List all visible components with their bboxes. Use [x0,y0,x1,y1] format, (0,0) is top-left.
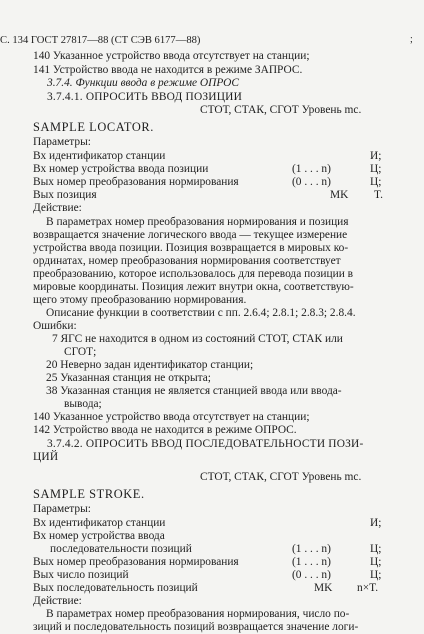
param-name: последовательности позиций [50,543,192,555]
param-type: И; [370,517,382,529]
section-3-7-4-title: 3.7.4. Функции ввода в режиме ОПРОС [47,77,239,89]
error-line: 20 Неверно задан идентификатор станции; [46,359,254,371]
param-type: И; [370,150,382,162]
action-heading-2: Действие: [33,595,82,607]
params-heading-2: Параметры: [33,503,91,515]
param-name: Вых номер преобразования нормирования [33,176,239,188]
section-3-7-4-2-title: 3.7.4.2. ОПРОСИТЬ ВВОД ПОСЛЕДОВАТЕЛЬНОСТИ ПОЗИ- [47,438,364,450]
error-line: 38 Указанная станция не является станцией ввода или ввода- [46,385,342,397]
errors-heading-1: Ошибки: [33,320,77,332]
paragraph-line: В параметрах номер преобразования нормирования, число по- [46,608,350,620]
error-line: 7 ЯГС не находится в одном из состояний СТОТ, СТАК или [52,333,343,345]
error-140-line: 140 Указанное устройство ввода отсутствует на станции; [33,50,310,62]
param-type: Ц; [370,569,382,581]
param-type: Ц; [370,543,382,555]
param-range: (0 . . . n) [292,176,331,188]
param-range: (1 . . . n) [292,163,331,175]
param-name: Вх идентификатор станции [33,517,166,529]
function-name-sample-stroke: SAMPLE STROKE. [33,487,145,501]
state-level-line-1: СТОТ, СТАК, СГОТ Уровень mc. [200,104,362,116]
paragraph-line: устройства ввода позиции. Позиция возвращается в мировых ко- [33,242,349,254]
param-name: Вх номер устройства ввода позиции [33,163,209,175]
action-heading-1: Действие: [33,202,82,214]
param-name: Вых позиция [33,189,97,201]
param-range: (1 . . . n) [292,556,331,568]
paragraph-line: Описание функции в соответствии с пп. 2.6.4; 2.8.1; 2.8.3; 2.8.4. [46,307,356,319]
error-line: СГОТ; [64,346,97,358]
param-type: Ц; [370,163,382,175]
section-3-7-4-1-title: 3.7.4.1. ОПРОСИТЬ ВВОД ПОЗИЦИИ [47,91,243,103]
page-header: С. 134 ГОСТ 27817—88 (СТ СЭВ 6177—88) [0,35,201,46]
paragraph-line: ординатах, номер преобразования нормирования соответствует [33,255,341,267]
param-name: Вых число позиций [33,569,129,581]
param-type: n×T. [357,582,379,594]
section-3-7-4-2-title-cont: ЦИЙ [33,451,59,463]
error-line: 25 Указанная станция не открыта; [46,372,211,384]
error-141-line: 141 Устройство ввода не находится в режиме ЗАПРОС. [33,64,303,76]
state-level-line-2: СТОТ, СТАК, СГОТ Уровень mc. [200,471,362,483]
error-line: вывода; [64,398,102,410]
param-name: Вых номер преобразования нормирования [33,556,239,568]
paragraph-line: зиций и последовательность позиций возвращается значение логи- [33,621,359,633]
param-range: (0 . . . n) [292,569,331,581]
header-mark: ; [410,34,413,45]
function-name-sample-locator: SAMPLE LOCATOR. [33,120,154,134]
paragraph-line: мировые координаты. Позиция лежит внутри окна, соответствую- [33,281,354,293]
param-type: T. [374,189,383,201]
paragraph-line: щего этому преобразованию нормирования. [33,294,247,306]
paragraph-line: В параметрах номер преобразования нормирования и позиция [46,216,349,228]
param-range: (1 . . . n) [292,543,331,555]
params-heading-1: Параметры: [33,136,91,148]
error-line: 140 Указанное устройство ввода отсутствует на станции; [33,411,310,423]
param-name: Вх идентификатор станции [33,150,166,162]
param-range: MK [330,189,349,201]
error-line: 142 Устройство ввода не находится в режиме ОПРОС. [33,424,297,436]
param-range: MK [314,582,333,594]
param-name: Вх номер устройства ввода [33,530,165,542]
param-name: Вых последовательность позиций [33,582,198,594]
param-type: Ц; [370,176,382,188]
param-type: Ц; [370,556,382,568]
paragraph-line: возвращается значение логического ввода — текущее измерение [33,229,348,241]
paragraph-line: преобразованию, которое использовалось для перевода позиции в [33,268,354,280]
